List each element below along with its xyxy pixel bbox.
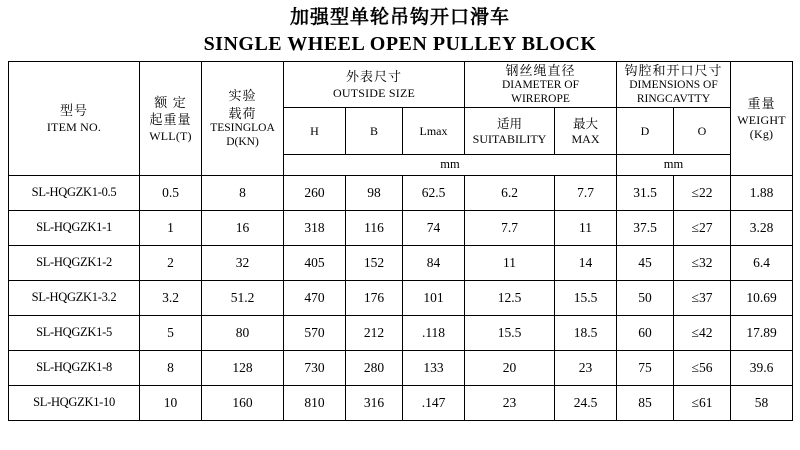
cell-wire-max: 15.5 xyxy=(555,280,617,315)
header-weight-cn: 重量 xyxy=(747,96,776,112)
header-wire-suitability xyxy=(465,107,555,154)
header-wll-cn-line2: 起重量 xyxy=(149,112,192,128)
table-row xyxy=(9,385,793,420)
cell-test-load: 160 xyxy=(202,385,284,420)
cell-wire-max: 24.5 xyxy=(555,385,617,420)
table-row xyxy=(9,175,793,210)
cell-wll: 8 xyxy=(140,350,202,385)
cell-ring-o: ≤37 xyxy=(674,280,731,315)
header-test-load-en-line2: D(KN) xyxy=(226,135,259,148)
header-outside-size-cn: 外表尺寸 xyxy=(345,69,402,85)
cell-b: 116 xyxy=(346,210,403,245)
cell-lmax: 84 xyxy=(403,245,465,280)
header-wire-max-cn: 最大 xyxy=(572,116,598,131)
cell-b: 212 xyxy=(346,315,403,350)
table-row xyxy=(9,245,793,280)
cell-test-load: 80 xyxy=(202,315,284,350)
header-test-load xyxy=(202,61,284,175)
specification-table xyxy=(8,61,793,421)
cell-h: 405 xyxy=(284,245,346,280)
cell-b: 176 xyxy=(346,280,403,315)
cell-wire-suitability: 11 xyxy=(465,245,555,280)
header-wire-suitability-cn: 适用 xyxy=(496,116,522,131)
header-lmax xyxy=(403,107,465,154)
header-b-label: B xyxy=(369,123,378,138)
cell-test-load: 32 xyxy=(202,245,284,280)
cell-wll: 1 xyxy=(140,210,202,245)
header-wll-en: WLL(T) xyxy=(149,128,192,143)
cell-wll: 0.5 xyxy=(140,175,202,210)
header-wirerope-cn: 钢丝绳直径 xyxy=(505,62,576,78)
header-ring-cavity-en-line2: RINGCAVTTY xyxy=(636,93,711,106)
header-item-no xyxy=(9,61,140,175)
cell-wire-max: 7.7 xyxy=(555,175,617,210)
cell-ring-o: ≤32 xyxy=(674,245,731,280)
header-wire-max xyxy=(555,107,617,154)
page-title-english: SINGLE WHEEL OPEN PULLEY BLOCK xyxy=(203,32,597,55)
cell-b: 152 xyxy=(346,245,403,280)
unit-mm-ring: mm xyxy=(617,154,731,175)
cell-ring-d: 85 xyxy=(617,385,674,420)
cell-wire-max: 23 xyxy=(555,350,617,385)
cell-weight: 6.4 xyxy=(731,245,793,280)
cell-ring-d: 50 xyxy=(617,280,674,315)
header-weight-en: WEIGHT xyxy=(737,112,786,127)
header-test-load-cn-line1: 实验 xyxy=(228,87,257,103)
cell-test-load: 16 xyxy=(202,210,284,245)
cell-wire-suitability: 15.5 xyxy=(465,315,555,350)
cell-b: 98 xyxy=(346,175,403,210)
header-test-load-en-line1: TESINGLOA xyxy=(210,122,275,135)
cell-wll: 10 xyxy=(140,385,202,420)
cell-item-no: SL-HQGZK1-3.2 xyxy=(9,280,140,315)
cell-weight: 58 xyxy=(731,385,793,420)
cell-ring-o: ≤56 xyxy=(674,350,731,385)
header-h xyxy=(284,107,346,154)
header-item-no-en: ITEM NO. xyxy=(46,119,102,134)
cell-b: 316 xyxy=(346,385,403,420)
cell-lmax: 62.5 xyxy=(403,175,465,210)
cell-h: 570 xyxy=(284,315,346,350)
cell-wll: 2 xyxy=(140,245,202,280)
cell-ring-o: ≤42 xyxy=(674,315,731,350)
cell-ring-d: 37.5 xyxy=(617,210,674,245)
cell-weight: 10.69 xyxy=(731,280,793,315)
cell-wire-suitability: 20 xyxy=(465,350,555,385)
header-ring-cavity-cn: 钩腔和开口尺寸 xyxy=(624,62,723,78)
header-ring-o xyxy=(674,107,731,154)
cell-lmax: .118 xyxy=(403,315,465,350)
header-ring-d-label: D xyxy=(640,123,650,138)
cell-h: 470 xyxy=(284,280,346,315)
header-ring-d xyxy=(617,107,674,154)
cell-h: 730 xyxy=(284,350,346,385)
header-wirerope-en-line2: WIREROPE xyxy=(511,93,570,106)
cell-ring-d: 31.5 xyxy=(617,175,674,210)
cell-weight: 1.88 xyxy=(731,175,793,210)
unit-mm-outside: mm xyxy=(284,154,617,175)
header-outside-size-en: OUTSIDE SIZE xyxy=(332,85,416,100)
cell-wire-max: 18.5 xyxy=(555,315,617,350)
cell-item-no: SL-HQGZK1-1 xyxy=(9,210,140,245)
cell-ring-d: 75 xyxy=(617,350,674,385)
cell-lmax: 74 xyxy=(403,210,465,245)
cell-ring-d: 60 xyxy=(617,315,674,350)
header-wirerope-en-line1: DIAMETER OF xyxy=(502,79,579,92)
cell-lmax: 133 xyxy=(403,350,465,385)
cell-item-no: SL-HQGZK1-10 xyxy=(9,385,140,420)
header-ring-cavity xyxy=(617,61,731,107)
cell-h: 318 xyxy=(284,210,346,245)
cell-h: 810 xyxy=(284,385,346,420)
table-row xyxy=(9,210,793,245)
cell-test-load: 8 xyxy=(202,175,284,210)
table-row xyxy=(9,315,793,350)
cell-item-no: SL-HQGZK1-5 xyxy=(9,315,140,350)
cell-wire-suitability: 23 xyxy=(465,385,555,420)
cell-wire-suitability: 6.2 xyxy=(465,175,555,210)
header-weight xyxy=(731,61,793,175)
cell-weight: 17.89 xyxy=(731,315,793,350)
header-b xyxy=(346,107,403,154)
cell-item-no: SL-HQGZK1-2 xyxy=(9,245,140,280)
cell-weight: 3.28 xyxy=(731,210,793,245)
cell-test-load: 128 xyxy=(202,350,284,385)
title-block xyxy=(8,6,792,57)
cell-wire-suitability: 12.5 xyxy=(465,280,555,315)
cell-wire-max: 11 xyxy=(555,210,617,245)
header-wll-cn-line1: 额 定 xyxy=(154,94,187,110)
header-h-label: H xyxy=(310,123,319,138)
header-weight-unit: (Kg) xyxy=(749,127,774,142)
cell-item-no: SL-HQGZK1-8 xyxy=(9,350,140,385)
header-ring-cavity-en-line1: DIMENSIONS OF xyxy=(629,79,718,92)
header-item-no-cn: 型号 xyxy=(59,103,88,119)
cell-wire-suitability: 7.7 xyxy=(465,210,555,245)
cell-ring-d: 45 xyxy=(617,245,674,280)
cell-b: 280 xyxy=(346,350,403,385)
header-wire-suitability-en: SUITABILITY xyxy=(472,131,547,146)
header-ring-o-label: O xyxy=(697,123,707,138)
header-wirerope xyxy=(465,61,617,107)
cell-lmax: .147 xyxy=(403,385,465,420)
cell-h: 260 xyxy=(284,175,346,210)
cell-ring-o: ≤27 xyxy=(674,210,731,245)
cell-wire-max: 14 xyxy=(555,245,617,280)
cell-wll: 5 xyxy=(140,315,202,350)
page-title-chinese: 加强型单轮吊钩开口滑车 xyxy=(289,7,510,28)
header-wire-max-en: MAX xyxy=(571,131,600,146)
cell-ring-o: ≤22 xyxy=(674,175,731,210)
header-test-load-cn-line2: 载荷 xyxy=(228,105,257,121)
header-outside-size xyxy=(284,61,465,107)
cell-wll: 3.2 xyxy=(140,280,202,315)
cell-item-no: SL-HQGZK1-0.5 xyxy=(9,175,140,210)
cell-lmax: 101 xyxy=(403,280,465,315)
table-body xyxy=(9,175,793,420)
header-wll xyxy=(140,61,202,175)
table-row xyxy=(9,350,793,385)
cell-ring-o: ≤61 xyxy=(674,385,731,420)
header-lmax-label: Lmax xyxy=(419,123,448,138)
header-row-1 xyxy=(9,61,793,107)
table-row xyxy=(9,280,793,315)
cell-weight: 39.6 xyxy=(731,350,793,385)
cell-test-load: 51.2 xyxy=(202,280,284,315)
